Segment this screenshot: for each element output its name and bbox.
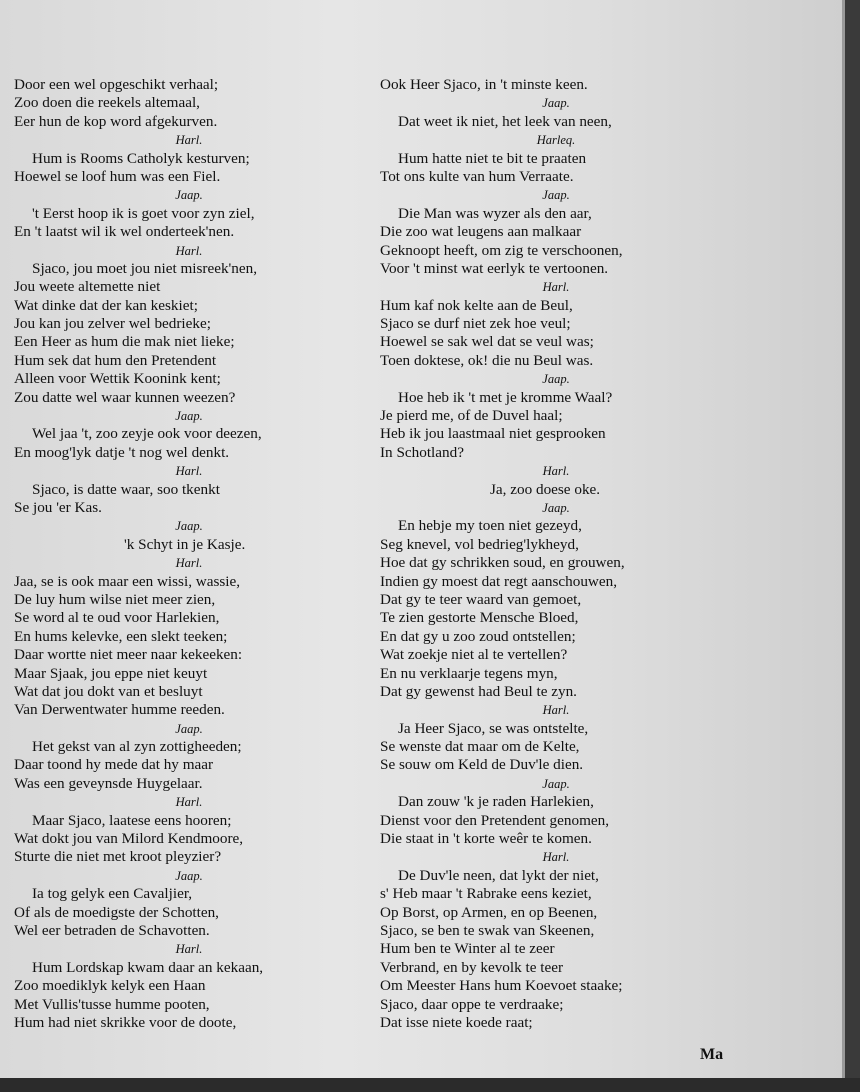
verse-line: Hum is Rooms Catholyk kesturven;	[32, 149, 250, 167]
verse-line: Wel jaa 't, zoo zeyje ook voor deezen,	[32, 425, 262, 443]
verse-line: Dat gy te teer waard van gemoet,	[380, 590, 582, 608]
speaker-label: Harleq.	[536, 133, 576, 148]
verse-line: En nu verklaarje tegens myn,	[380, 664, 558, 682]
verse-line: Dan zouw 'k je raden Harlekien,	[398, 793, 594, 811]
verse-line: Sjaco, daar oppe te verdraake;	[380, 995, 564, 1013]
verse-line: Sturte die niet met kroot pleyzier?	[14, 848, 222, 866]
verse-line: Alleen voor Wettik Koonink kent;	[14, 370, 221, 388]
verse-line: Hum ben te Winter al te zeer	[380, 940, 555, 958]
verse-line: Jaa, se is ook maar een wissi, wassie,	[14, 572, 241, 590]
verse-line: Dat weet ik niet, het leek van neen,	[398, 112, 612, 130]
verse-line: Wat dinke dat der kan keskiet;	[14, 296, 198, 314]
verse-line: Maar Sjaak, jou eppe niet keuyt	[14, 664, 208, 682]
speaker-label: Harl.	[175, 942, 203, 957]
verse-line: Hum hatte niet te bit te praaten	[398, 149, 587, 167]
verse-line: Je pierd me, of de Duvel haal;	[380, 407, 563, 425]
verse-line: Om Meester Hans hum Koevoet staake;	[380, 977, 623, 995]
verse-line: Ook Heer Sjaco, in 't minste keen.	[380, 76, 588, 93]
verse-line: Daar wortte niet meer naar kekeeken:	[14, 646, 243, 664]
verse-line: Dat gy gewenst had Beul te zyn.	[380, 682, 577, 700]
speaker-label: Jaap.	[175, 868, 203, 883]
verse-line: En dat gy u zoo zoud ontstellen;	[380, 627, 576, 645]
verse-line: Heb ik jou laastmaal niet gesprooken	[380, 425, 606, 443]
verse-line: Maar Sjaco, laatese eens hooren;	[32, 811, 232, 829]
verse-line: Hoewel se loof hum was een Fiel.	[14, 167, 221, 185]
verse-line: Wel eer betraden de Schavotten.	[14, 921, 210, 939]
verse-line: Het gekst van al zyn zottigheeden;	[32, 738, 242, 756]
verse-line: In Schotland?	[380, 443, 464, 461]
verse-line: Ia tog gelyk een Cavaljier,	[32, 885, 193, 903]
verse-line: Se wenste dat maar om de Kelte,	[380, 738, 580, 756]
verse-line: Een Heer as hum die mak niet lieke;	[14, 333, 235, 351]
verse-line: Jou weete altemette niet	[14, 278, 161, 296]
verse-line: 'k Schyt in je Kasje.	[124, 535, 246, 553]
left-column	[14, 76, 364, 1032]
speaker-label: Jaap.	[542, 776, 570, 791]
verse-line: Van Derwentwater humme reeden.	[14, 701, 225, 719]
verse-line: Jou kan jou zelver wel bedrieke;	[14, 315, 211, 333]
verse-line: Zoo moediklyk kelyk een Haan	[14, 977, 206, 995]
verse-line: Op Borst, op Armen, en op Beenen,	[380, 903, 598, 921]
speaker-label: Harl.	[542, 464, 570, 479]
speaker-label: Harl.	[175, 243, 203, 258]
verse-line: Die Man was wyzer als den aar,	[398, 204, 592, 222]
verse-line: Door een wel opgeschikt verhaal;	[14, 76, 219, 93]
verse-line: Voor 't minst wat eerlyk te vertoonen.	[380, 259, 609, 277]
speaker-label: Jaap.	[175, 409, 203, 424]
catchword: Ma	[700, 1046, 724, 1063]
verse-line: Sjaco, se ben te swak van Skeenen,	[380, 921, 595, 939]
verse-line: De Duv'le neen, dat lykt der niet,	[398, 866, 599, 884]
verse-line: Zou datte wel waar kunnen weezen?	[14, 388, 236, 406]
verse-line: s' Heb maar 't Rabrake eens keziet,	[380, 885, 592, 903]
verse-line: Die zoo wat leugens aan malkaar	[380, 223, 582, 241]
speaker-label: Harl.	[175, 556, 203, 571]
verse-line: 't Eerst hoop ik is goet voor zyn ziel,	[32, 204, 255, 222]
speaker-label: Harl.	[542, 280, 570, 295]
right-column	[380, 76, 732, 1032]
verse-line: Met Vullis'tusse humme pooten,	[14, 995, 210, 1013]
verse-line: Indien gy moest dat regt aanschouwen,	[380, 572, 618, 590]
verse-line: Se word al te oud voor Harlekien,	[14, 609, 220, 627]
verse-line: Sjaco se durf niet zek hoe veul;	[380, 315, 571, 333]
verse-line: Eer hun de kop word afgekurven.	[14, 112, 218, 130]
speaker-label: Jaap.	[542, 372, 570, 387]
verse-line: Seg knevel, vol bedrieg'lykheyd,	[380, 535, 579, 553]
verse-line: Wat dat jou dokt van et besluyt	[14, 682, 203, 700]
verse-line: Sjaco, jou moet jou niet misreek'nen,	[32, 259, 258, 277]
speaker-label: Jaap.	[542, 96, 570, 111]
verse-line: Daar toond hy mede dat hy maar	[14, 756, 214, 774]
speaker-label: Jaap.	[175, 519, 203, 534]
verse-line: Se jou 'er Kas.	[14, 498, 102, 516]
page-edge-shadow	[0, 1078, 860, 1092]
verse-line: Hum had niet skrikke voor de doote,	[14, 1013, 237, 1031]
verse-line: En moog'lyk datje 't nog wel denkt.	[14, 443, 230, 461]
speaker-label: Jaap.	[175, 188, 203, 203]
verse-line: Te zien gestorte Mensche Bloed,	[380, 609, 579, 627]
verse-line: Ja, zoo doese oke.	[490, 480, 601, 498]
verse-line: Dat isse niete koede raat;	[380, 1013, 533, 1031]
verse-line: Wat zoekje niet al te vertellen?	[380, 646, 568, 664]
speaker-label: Jaap.	[175, 721, 203, 736]
speaker-label: Harl.	[175, 795, 203, 810]
verse-line: Hum kaf nok kelte aan de Beul,	[380, 296, 573, 314]
verse-line: Se souw om Keld de Duv'le dien.	[380, 756, 584, 774]
speaker-label: Jaap.	[542, 188, 570, 203]
verse-line: Ja Heer Sjaco, se was ontstelte,	[398, 719, 589, 737]
verse-line: Tot ons kulte van hum Verraate.	[380, 167, 574, 185]
verse-line: En hebje my toen niet gezeyd,	[398, 517, 582, 535]
verse-line: Die staat in 't korte weêr te komen.	[380, 830, 592, 848]
speaker-label: Harl.	[542, 703, 570, 718]
verse-line: Hum Lordskap kwam daar an kekaan,	[32, 958, 264, 976]
verse-line: Hoewel se sak wel dat se veul was;	[380, 333, 594, 351]
verse-line: En hums kelevke, een slekt teeken;	[14, 627, 228, 645]
speaker-label: Harl.	[542, 850, 570, 865]
verse-line: Wat dokt jou van Milord Kendmoore,	[14, 830, 244, 848]
verse-line: Sjaco, is datte waar, soo tkenkt	[32, 480, 220, 498]
verse-line: Was een geveynsde Huygelaar.	[14, 774, 203, 792]
verse-line: Geknoopt heeft, om zig te verschoonen,	[380, 241, 623, 259]
verse-line: Toen doktese, ok! die nu Beul was.	[380, 351, 594, 369]
verse-line: Hoe heb ik 't met je kromme Waal?	[398, 388, 613, 406]
verse-line: De luy hum wilse niet meer zien,	[14, 590, 216, 608]
verse-line: En 't laatst wil ik wel onderteek'nen.	[14, 223, 235, 241]
verse-line: Dienst voor den Pretendent genomen,	[380, 811, 610, 829]
verse-line: Zoo doen die reekels altemaal,	[14, 94, 200, 112]
verse-line: Verbrand, en by kevolk te teer	[380, 958, 564, 976]
speaker-label: Harl.	[175, 464, 203, 479]
speaker-label: Jaap.	[542, 500, 570, 515]
verse-line: Hum sek dat hum den Pretendent	[14, 351, 217, 369]
verse-line: Of als de moedigste der Schotten,	[14, 903, 219, 921]
verse-line: Hoe dat gy schrikken soud, en grouwen,	[380, 554, 625, 572]
speaker-label: Harl.	[175, 133, 203, 148]
